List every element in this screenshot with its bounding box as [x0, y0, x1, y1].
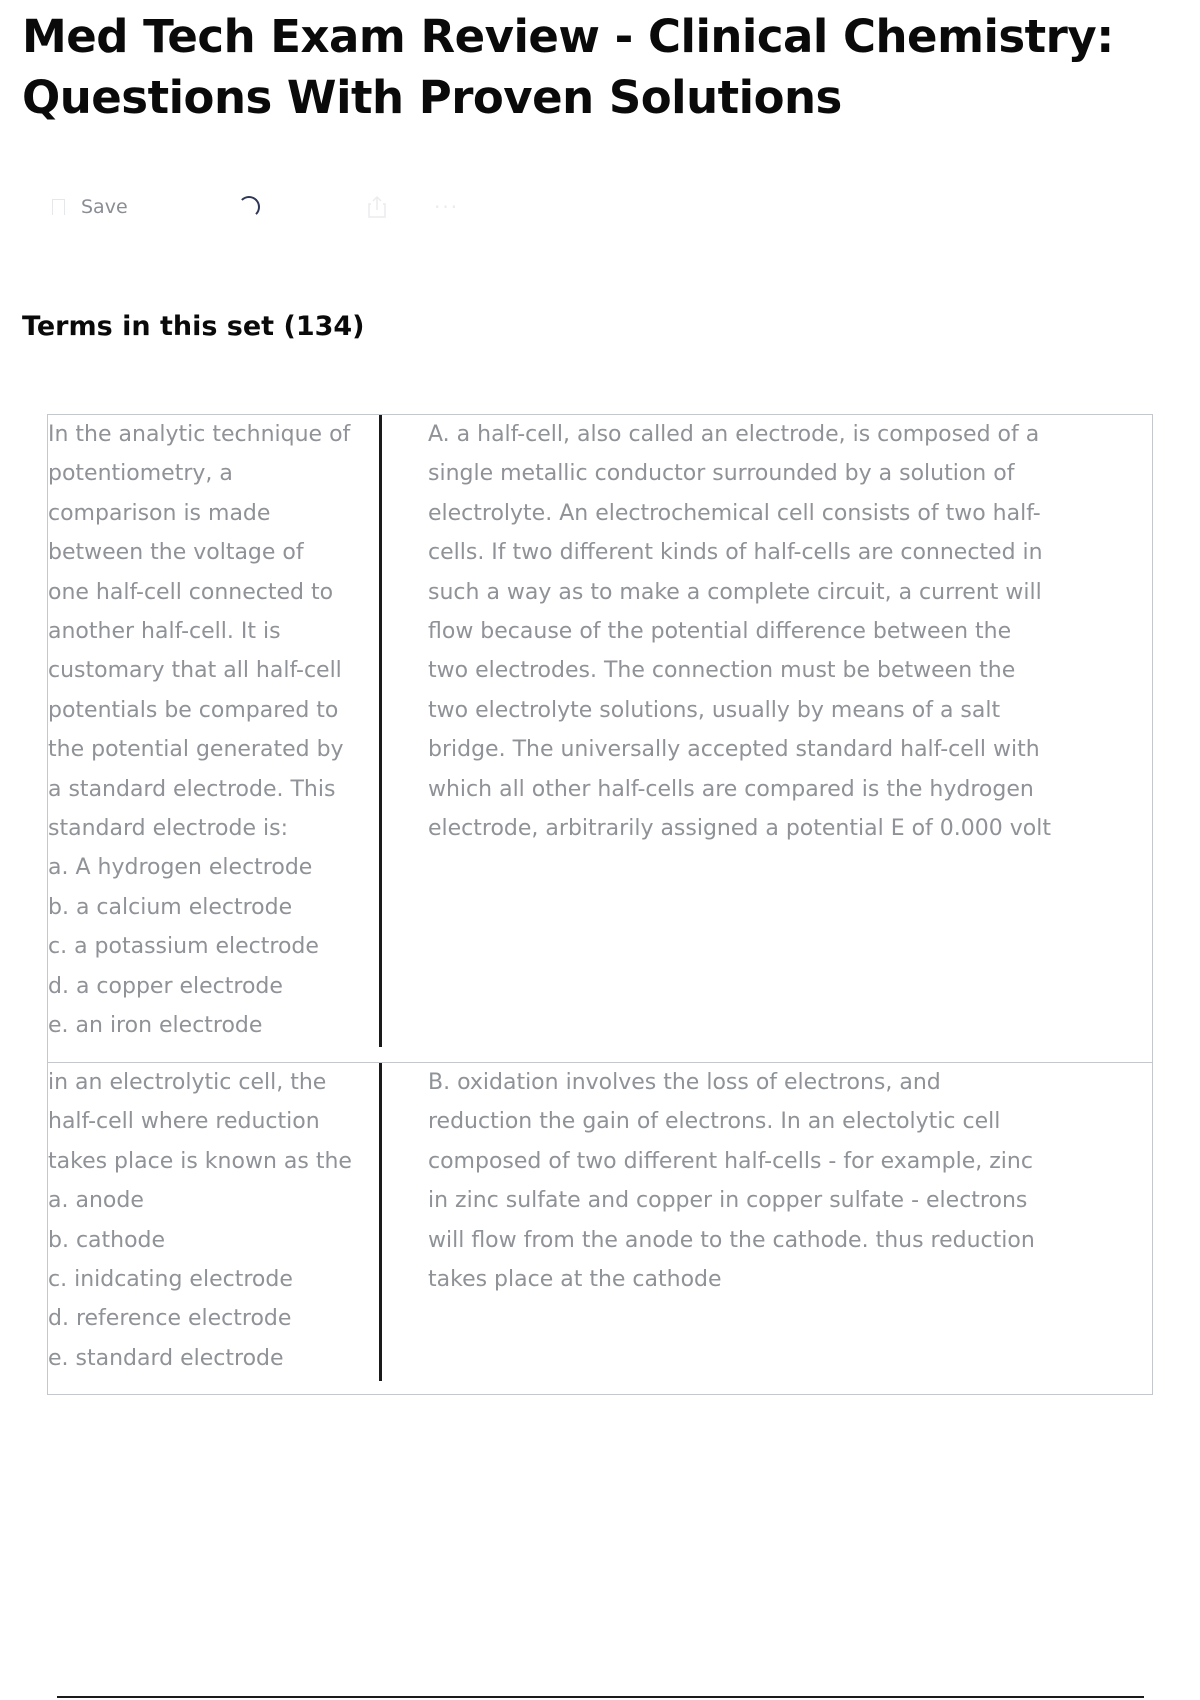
- definition-line: two electrodes. The connection must be between the: [428, 658, 1016, 684]
- definition-line: which all other half-cells are compared is the hydrogen: [428, 776, 1034, 802]
- term-line: b. cathode: [48, 1227, 166, 1253]
- term-line: customary that all half-cell: [48, 658, 342, 684]
- definition-line: electrolyte. An electrochemical cell consists of two half-: [428, 500, 1041, 526]
- term-line: e. an iron electrode: [48, 1013, 263, 1039]
- definition-line: bridge. The universally accepted standard half-cell with: [428, 737, 1040, 763]
- term-text: [48, 415, 373, 1046]
- save-button[interactable]: [52, 188, 128, 226]
- term-line: potentials be compared to: [48, 697, 339, 723]
- term-line: d. a copper electrode: [48, 973, 283, 999]
- share-icon[interactable]: [366, 195, 388, 219]
- term-line: In the analytic technique of: [48, 422, 351, 447]
- definition-text: [428, 1063, 1128, 1299]
- loading-spinner-icon: [238, 196, 260, 218]
- card-divider: [379, 1063, 382, 1381]
- definition-text: [428, 415, 1128, 848]
- term-line: d. reference electrode: [48, 1306, 292, 1332]
- save-label: Save: [81, 196, 128, 218]
- term-line: between the voltage of: [48, 540, 304, 566]
- toolbar: [52, 188, 472, 226]
- bookmark-icon: [52, 199, 65, 215]
- definition-line: composed of two different half-cells - for example, zinc: [428, 1148, 1033, 1174]
- term-line: a. anode: [48, 1188, 144, 1214]
- term-line: b. a calcium electrode: [48, 894, 293, 920]
- definition-line: such a way as to make a complete circuit, a current will: [428, 579, 1042, 605]
- definition-line: B. oxidation involves the loss of electrons, and: [428, 1070, 941, 1095]
- term-line: c. a potassium electrode: [48, 934, 319, 960]
- term-line: c. inidcating electrode: [48, 1267, 293, 1293]
- term-line: a standard electrode. This: [48, 776, 336, 802]
- term-card: [47, 1062, 1153, 1395]
- term-line: the potential generated by: [48, 737, 344, 763]
- term-line: a. A hydrogen electrode: [48, 855, 313, 881]
- definition-line: cells. If two different kinds of half-cells are connected in: [428, 540, 1043, 566]
- term-line: comparison is made: [48, 500, 271, 526]
- definition-line: will flow from the anode to the cathode. thus reduction: [428, 1227, 1035, 1253]
- definition-line: takes place at the cathode: [428, 1267, 722, 1293]
- term-line: standard electrode is:: [48, 816, 288, 842]
- definition-line: A. a half-cell, also called an electrode, is composed of a: [428, 422, 1040, 447]
- more-icon[interactable]: ···: [434, 195, 460, 219]
- term-line: one half-cell connected to: [48, 579, 334, 605]
- term-line: potentiometry, a: [48, 461, 233, 487]
- term-line: half-cell where reduction: [48, 1109, 320, 1135]
- page-title: Med Tech Exam Review - Clinical Chemistry: Questions With Proven Solutions: [22, 10, 1114, 124]
- definition-line: flow because of the potential difference between the: [428, 619, 1012, 645]
- definition-line: single metallic conductor surrounded by a solution of: [428, 461, 1015, 487]
- term-card: [47, 414, 1153, 1063]
- terms-heading: Terms in this set (134): [22, 311, 365, 342]
- footer-divider: [57, 1696, 1144, 1698]
- term-text: [48, 1063, 373, 1378]
- card-divider: [379, 415, 382, 1047]
- definition-line: in zinc sulfate and copper in copper sulfate - electrons: [428, 1188, 1028, 1214]
- definition-line: reduction the gain of electrons. In an electolytic cell: [428, 1109, 1001, 1135]
- term-line: in an electrolytic cell, the: [48, 1070, 327, 1095]
- term-line: takes place is known as the: [48, 1148, 352, 1174]
- share-glyph: [366, 195, 388, 219]
- term-line: another half-cell. It is: [48, 619, 281, 645]
- definition-line: electrode, arbitrarily assigned a potential E of 0.000 volt: [428, 816, 1051, 842]
- definition-line: two electrolyte solutions, usually by means of a salt: [428, 697, 1001, 723]
- term-line: e. standard electrode: [48, 1345, 284, 1371]
